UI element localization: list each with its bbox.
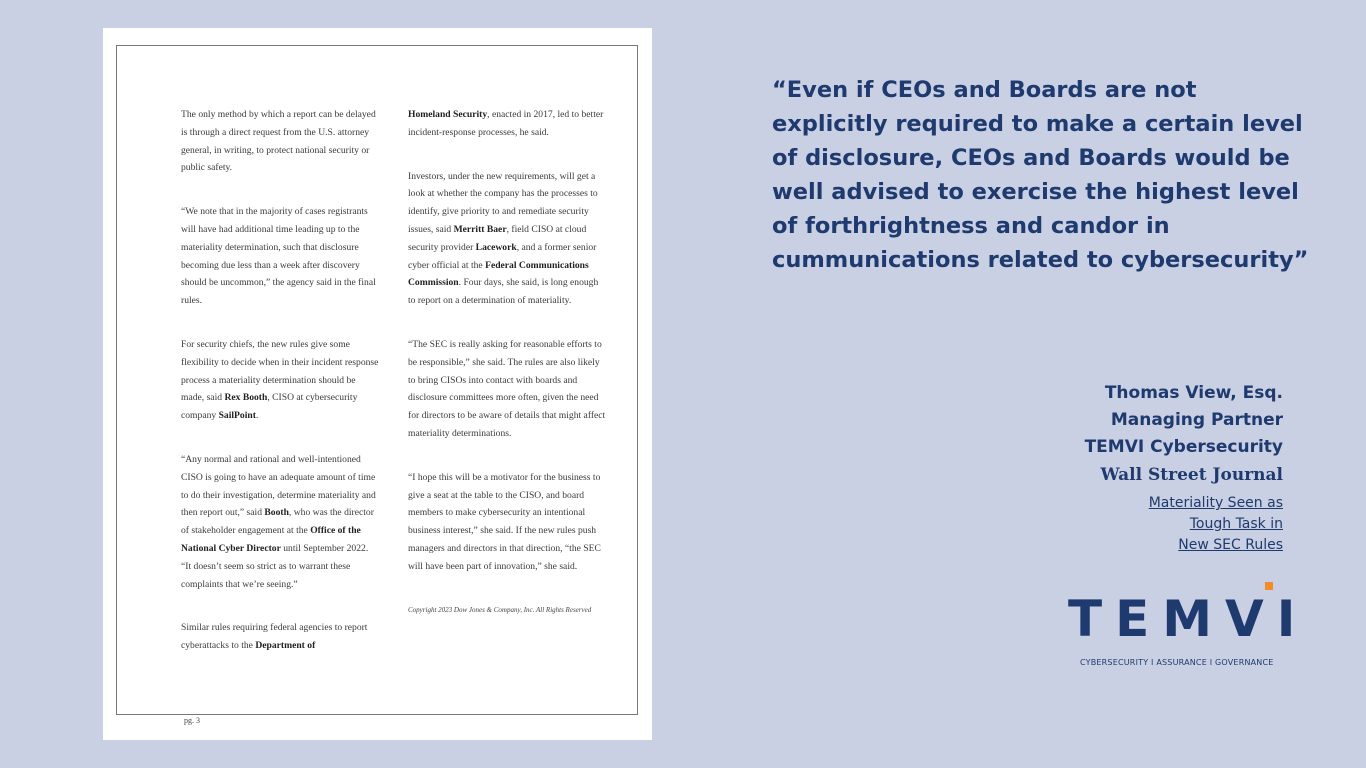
paragraph-text: “We note that in the majority of cases registrants will have had additional time leading up to the materiality determination, such that disclosure becoming due less than a week after discovery should be uncommon,” the agency said in the final rules.	[181, 206, 376, 307]
bold-name: Federal Communications Commission	[408, 259, 589, 289]
article-right-column	[408, 106, 608, 619]
paragraph-text: “Any normal and rational and well-intentioned CISO is going to have an adequate amount of time to do their investigation, determine materiality and then report out,” said	[181, 453, 376, 519]
article-link[interactable]	[1133, 493, 1283, 556]
paragraph-text: . Four days, she said, is long enough to report on a determination of materiality.	[408, 277, 599, 307]
article-paragraph	[408, 336, 608, 443]
attribution-block	[1085, 380, 1283, 556]
article-paragraph	[181, 336, 379, 425]
logo-accent-dot	[1265, 582, 1273, 590]
bold-name: Office of the National Cyber Director	[181, 525, 361, 554]
paragraph-text: The only method by which a report can be delayed is through a direct request from the U.S. attorney general, in writing, to protect national security or public safety.	[181, 109, 376, 174]
page-border	[116, 45, 638, 725]
paragraph-text: “I hope this will be a motivator for the business to give a seat at the table to the CISO, and board members to make cybersecurity an intentional business interest,” she said. If the new rules push managers and directors in that direction, “the SEC will have been part of innovation,” she said.	[408, 471, 601, 572]
paragraph-text: , who was the director of stakeholder engagement at the	[181, 507, 374, 537]
author-title: Managing Partner	[1110, 410, 1283, 430]
bold-name: Rex Booth	[224, 392, 268, 404]
article-paragraph	[181, 619, 379, 655]
paragraph-text: until September 2022. “It doesn’t seem so strict as to warrant these complaints that we’re seeing.”	[181, 542, 369, 590]
publication-name: Wall Street Journal	[1100, 465, 1283, 485]
article-paragraph	[408, 106, 608, 142]
article-paragraph	[408, 168, 608, 310]
article-link-line: New SEC Rules	[1178, 537, 1283, 553]
article-link-line: Tough Task in	[1189, 516, 1283, 532]
page-number: pg. 3	[184, 716, 200, 725]
bold-name: Department of	[255, 640, 316, 652]
paragraph-text: , enacted in 2017, led to better incident-response processes, he said.	[408, 109, 604, 138]
paragraph-text: For security chiefs, the new rules give some flexibility to decide when in their incident response process a materiality determination should be made, said	[181, 338, 379, 404]
article-paragraph	[181, 106, 379, 177]
bold-name: Booth	[264, 507, 289, 519]
paragraph-text: , and a former senior cyber official at the	[408, 241, 597, 271]
article-paragraph	[408, 469, 608, 576]
paragraph-text: .	[255, 410, 259, 422]
paragraph-text: Similar rules requiring federal agencies to report cyberattacks to the	[181, 622, 368, 652]
copyright-notice: Copyright 2023 Dow Jones & Company, Inc. All Rights Reserved	[408, 605, 592, 614]
bold-name: Merritt Baer	[453, 223, 507, 235]
article-left-column	[181, 106, 379, 681]
bold-name: Lacework	[475, 241, 517, 253]
article-paragraph	[181, 203, 379, 310]
paragraph-text: , field CISO at cloud security provider	[408, 223, 587, 253]
paragraph-text: “The SEC is really asking for reasonable efforts to be responsible,” she said. The rules are also likely to bring CISOs into contact with boards and disclosure committees more often, given the need for directors to be aware of details that might affect materiality determinations.	[408, 338, 606, 439]
article-paragraph	[181, 451, 379, 593]
paragraph-text: Investors, under the new requirements, will get a look at whether the company has the processes to identify, give priority to and remediate security issues, said	[408, 170, 598, 235]
logo-wordmark: TEMVI	[1068, 590, 1309, 648]
author-name: Thomas View, Esq.	[1104, 383, 1283, 403]
author-company: TEMVI Cybersecurity	[1084, 437, 1283, 457]
article-page-image	[103, 28, 652, 740]
pull-quote: “Even if CEOs and Boards are not explicitly required to make a certain level of disclosure, CEOs and Boards would be well advised to exercise the highest level of forthrightness and candor in cummunications related to cybersecurity”	[772, 77, 1309, 273]
article-link-line: Materiality Seen as	[1148, 495, 1283, 511]
logo-tagline: CYBERSECURITY I ASSURANCE I GOVERNANCE	[1080, 658, 1274, 667]
paragraph-text: , CISO at cybersecurity company	[181, 392, 358, 422]
bold-name: SailPoint	[218, 410, 256, 422]
temvi-logo	[1068, 582, 1309, 672]
bold-name: Homeland Security	[408, 109, 488, 120]
